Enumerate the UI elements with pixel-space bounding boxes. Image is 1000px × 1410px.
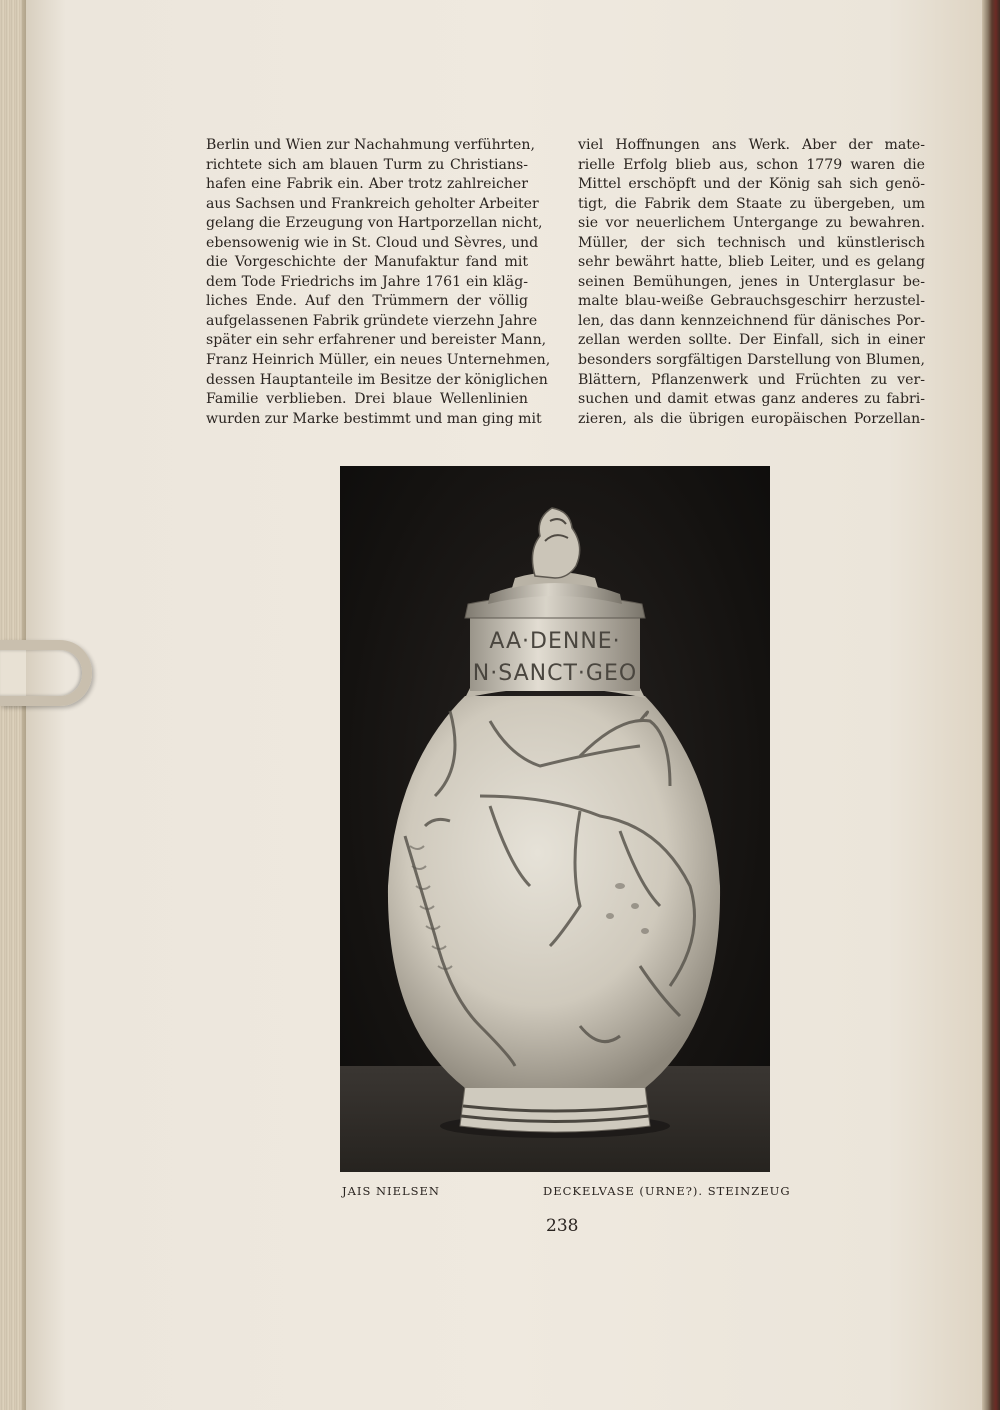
text-line: tigt, die Fabrik dem Staate zu übergeben, um xyxy=(578,195,925,212)
text-line: malte blau-weiße Gebrauchsgeschirr herzustel- xyxy=(578,293,925,310)
text-line: suchen und damit etwas ganz anderes zu fabri- xyxy=(578,391,925,408)
text-line: Mittel erschöpft und der König sah sich genö- xyxy=(578,176,925,193)
text-line: Berlin und Wien zur Nachahmung verführten, xyxy=(206,137,535,153)
vase-photograph xyxy=(340,466,770,1172)
vase-illustration xyxy=(340,466,770,1172)
text-line: aufgelassenen Fabrik gründete vierzehn Jahre xyxy=(206,312,538,329)
text-line: liches Ende. Auf den Trümmern der völlig xyxy=(206,293,528,310)
text-line: dessen Hauptanteile im Besitze der königlichen xyxy=(206,371,548,388)
text-line: richtete sich am blauen Turm zu Christians- xyxy=(206,156,528,173)
text-line: sie vor neuerlichem Untergange zu bewahren. xyxy=(578,215,925,232)
text-line: Franz Heinrich Müller, ein neues Unternehmen, xyxy=(206,352,551,369)
text-line: später ein sehr erfahrener und bereister Mann, xyxy=(206,332,547,349)
text-column-left xyxy=(206,136,551,429)
text-line: Müller, der sich technisch und künstlerisch xyxy=(578,234,925,251)
text-line: Blättern, Pflanzenwerk und Früchten zu ver- xyxy=(578,371,925,388)
text-line: besonders sorgfältigen Darstellung von Blumen, xyxy=(578,352,925,369)
text-line: len, das dann kennzeichnend für dänisches Por- xyxy=(578,312,925,329)
text-line: dem Tode Friedrichs im Jahre 1761 ein kläg- xyxy=(206,273,528,290)
page-clip xyxy=(0,640,92,706)
text-line: gelang die Erzeugung von Hartporzellan nicht, xyxy=(206,215,543,232)
text-line: sehr bewährt hatte, blieb Leiter, und es gelang xyxy=(578,254,925,271)
text-line: aus Sachsen und Frankreich geholter Arbeiter xyxy=(206,195,539,212)
text-line: die Vorgeschichte der Manufaktur fand mit xyxy=(206,254,528,271)
text-line: wurden zur Marke bestimmt und man ging mit xyxy=(206,410,542,427)
vase-inscription-line2: N·SANCT·GEO xyxy=(472,661,638,686)
text-line: hafen eine Fabrik ein. Aber trotz zahlreicher xyxy=(206,176,528,193)
caption-title: DECKELVASE (URNE?). STEINZEUG xyxy=(543,1184,791,1198)
text-line: seinen Bemühungen, jenes in Unterglasur be- xyxy=(578,273,925,290)
text-line: Familie verblieben. Drei blaue Wellenlinien xyxy=(206,391,528,408)
book-spine xyxy=(982,0,1000,1410)
text-line: viel Hoffnungen ans Werk. Aber der mate- xyxy=(578,137,925,153)
vase-inscription-line1: AA·DENNE· xyxy=(489,629,621,654)
text-column-right xyxy=(578,136,925,429)
page-number: 238 xyxy=(546,1216,579,1236)
text-line: zellan werden sollte. Der Einfall, sich in einer xyxy=(578,332,925,349)
text-line: zieren, als die übrigen europäischen Porzellan- xyxy=(578,410,925,427)
caption-artist: JAIS NIELSEN xyxy=(342,1184,440,1198)
text-line: ebensowenig wie in St. Cloud und Sèvres, und xyxy=(206,234,539,251)
text-line: rielle Erfolg blieb aus, schon 1779 waren die xyxy=(578,156,925,173)
